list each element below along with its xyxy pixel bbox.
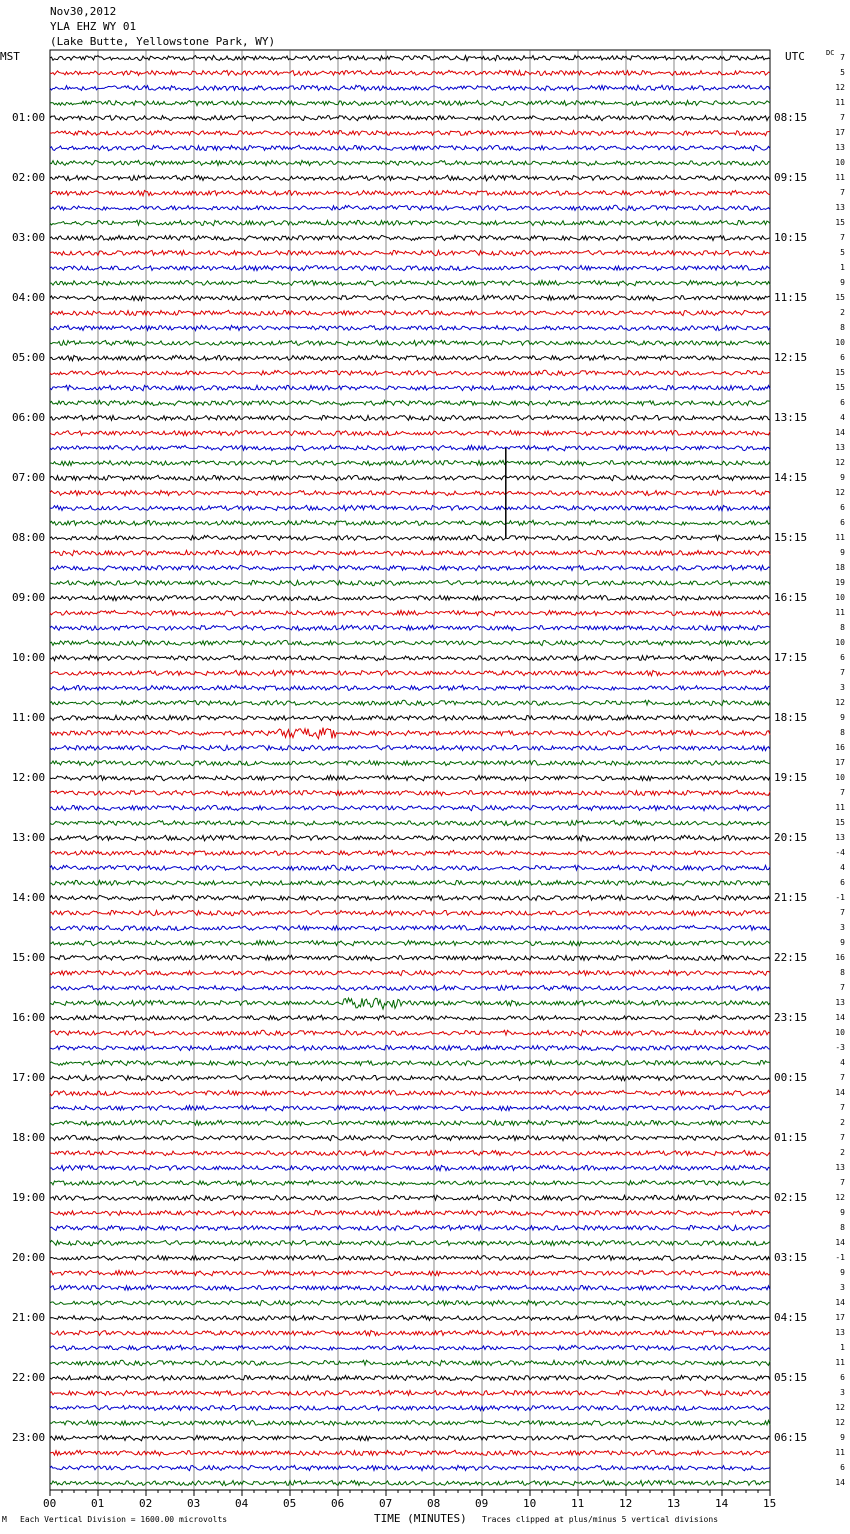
dc-offset-label: 13 bbox=[835, 1328, 845, 1337]
seismic-trace bbox=[50, 205, 770, 210]
left-hour-label: 18:00 bbox=[12, 1131, 46, 1144]
seismic-trace bbox=[50, 1150, 770, 1155]
seismic-trace bbox=[50, 610, 770, 615]
clip-note: Traces clipped at plus/minus 5 vertical divisions bbox=[482, 1515, 719, 1524]
left-hour-label: 15:00 bbox=[12, 951, 46, 964]
dc-offset-label: 4 bbox=[840, 863, 845, 872]
seismic-trace bbox=[50, 101, 770, 106]
seismic-trace bbox=[50, 880, 770, 885]
seismic-trace bbox=[50, 115, 770, 120]
dc-offset-label: 16 bbox=[835, 953, 845, 962]
seismic-trace bbox=[50, 145, 770, 150]
seismic-trace bbox=[50, 715, 770, 720]
seismic-trace bbox=[50, 1300, 770, 1305]
dc-offset-label: 19 bbox=[835, 578, 845, 587]
seismic-trace bbox=[50, 340, 770, 345]
seismic-trace bbox=[50, 925, 770, 930]
seismic-trace bbox=[50, 1210, 770, 1215]
station-location: (Lake Butte, Yellowstone Park, WY) bbox=[50, 35, 276, 48]
dc-offset-label: 10 bbox=[835, 638, 845, 647]
dc-offset-label: 9 bbox=[840, 278, 845, 287]
seismic-trace bbox=[50, 415, 770, 420]
dc-offset-label: 6 bbox=[840, 1373, 845, 1382]
seismic-trace bbox=[50, 728, 770, 739]
dc-offset-label: 10 bbox=[835, 773, 845, 782]
dc-offset-label: 8 bbox=[840, 323, 845, 332]
dc-offset-label: -4 bbox=[835, 848, 845, 857]
seismic-trace bbox=[50, 596, 770, 601]
dc-offset-label: 7 bbox=[840, 113, 845, 122]
dc-offset-label: 7 bbox=[840, 1103, 845, 1112]
right-hour-label: 18:15 bbox=[774, 711, 808, 724]
dc-offset-label: 11 bbox=[835, 98, 845, 107]
left-hour-label: 08:00 bbox=[12, 531, 46, 544]
dc-offset-label: 7 bbox=[840, 1133, 845, 1142]
right-timezone-label: UTC bbox=[785, 50, 805, 63]
right-hour-label: 23:15 bbox=[774, 1011, 808, 1024]
seismic-trace bbox=[50, 1450, 770, 1455]
seismic-trace bbox=[50, 1270, 770, 1275]
dc-offset-label: 9 bbox=[840, 548, 845, 557]
left-hour-label: 22:00 bbox=[12, 1371, 46, 1384]
dc-offset-label: 17 bbox=[835, 128, 845, 137]
dc-offset-label: 8 bbox=[840, 1223, 845, 1232]
x-tick-label: 14 bbox=[715, 1497, 729, 1510]
dc-offset-label: 9 bbox=[840, 473, 845, 482]
dc-offset-label: 10 bbox=[835, 158, 845, 167]
seismic-trace bbox=[50, 460, 770, 465]
seismic-trace bbox=[50, 535, 770, 540]
seismic-trace bbox=[50, 655, 770, 660]
dc-offset-label: 6 bbox=[840, 518, 845, 527]
dc-offset-label: 12 bbox=[835, 458, 845, 467]
dc-offset-label: 12 bbox=[835, 1403, 845, 1412]
x-tick-label: 08 bbox=[427, 1497, 441, 1510]
x-tick-label: 13 bbox=[667, 1497, 681, 1510]
seismic-trace bbox=[50, 1375, 770, 1380]
seismic-trace bbox=[50, 1406, 770, 1411]
dc-offset-label: 5 bbox=[840, 248, 845, 257]
right-hour-label: 21:15 bbox=[774, 891, 808, 904]
seismic-trace bbox=[50, 1330, 770, 1335]
dc-offset-label: 9 bbox=[840, 1208, 845, 1217]
seismic-trace bbox=[50, 355, 770, 360]
seismic-trace bbox=[50, 986, 770, 991]
left-hour-label: 19:00 bbox=[12, 1191, 46, 1204]
dc-offset-label: 15 bbox=[835, 218, 845, 227]
left-hour-label: 09:00 bbox=[12, 591, 46, 604]
dc-offset-label: 3 bbox=[840, 1388, 845, 1397]
dc-offset-label: 12 bbox=[835, 1193, 845, 1202]
x-tick-label: 02 bbox=[139, 1497, 153, 1510]
left-timezone-label: MST bbox=[0, 50, 20, 63]
station-code: YLA EHZ WY 01 bbox=[50, 20, 137, 33]
right-hour-label: 13:15 bbox=[774, 411, 808, 424]
dc-offset-label: 9 bbox=[840, 1268, 845, 1277]
seismic-trace bbox=[50, 1180, 770, 1185]
dc-offset-label: 13 bbox=[835, 1163, 845, 1172]
seismic-trace bbox=[50, 640, 770, 645]
seismic-trace bbox=[50, 865, 770, 871]
x-tick-label: 06 bbox=[331, 1497, 345, 1510]
dc-offset-label: 14 bbox=[835, 428, 845, 437]
dc-offset-label: 11 bbox=[835, 608, 845, 617]
seismic-trace bbox=[50, 190, 770, 195]
dc-offset-label: 11 bbox=[835, 803, 845, 812]
seismic-trace bbox=[50, 295, 770, 300]
dc-offset-label: 15 bbox=[835, 368, 845, 377]
left-hour-label: 21:00 bbox=[12, 1311, 46, 1324]
seismic-trace bbox=[50, 370, 770, 375]
seismic-trace bbox=[50, 1060, 770, 1065]
dc-offset-label: 13 bbox=[835, 203, 845, 212]
dc-offset-label: 14 bbox=[835, 1478, 845, 1487]
dc-offset-label: 4 bbox=[840, 1058, 845, 1067]
seismic-trace bbox=[50, 475, 770, 480]
seismic-trace bbox=[50, 1240, 770, 1245]
right-hour-label: 06:15 bbox=[774, 1431, 808, 1444]
dc-offset-label: 4 bbox=[840, 413, 845, 422]
seismic-trace bbox=[50, 431, 770, 436]
seismic-trace bbox=[50, 1075, 770, 1080]
dc-offset-label: 9 bbox=[840, 938, 845, 947]
dc-offset-label: 7 bbox=[840, 908, 845, 917]
seismic-trace bbox=[50, 1465, 770, 1470]
dc-offset-label: 7 bbox=[840, 233, 845, 242]
seismic-trace bbox=[50, 760, 770, 765]
dc-offset-label: 18 bbox=[835, 563, 845, 572]
seismic-trace bbox=[50, 1435, 770, 1441]
dc-offset-label: 17 bbox=[835, 758, 845, 767]
seismic-trace bbox=[50, 280, 770, 285]
seismic-trace bbox=[50, 325, 770, 330]
right-hour-label: 20:15 bbox=[774, 831, 808, 844]
seismic-trace bbox=[50, 565, 770, 570]
seismic-trace bbox=[50, 490, 770, 495]
seismic-trace bbox=[50, 250, 770, 255]
dc-offset-label: -1 bbox=[835, 893, 845, 902]
dc-offset-label: 7 bbox=[840, 1178, 845, 1187]
dc-offset-label: 2 bbox=[840, 1118, 845, 1127]
seismic-trace bbox=[50, 1255, 770, 1260]
right-hour-label: 04:15 bbox=[774, 1311, 808, 1324]
seismic-trace bbox=[50, 235, 770, 240]
seismic-trace bbox=[50, 310, 770, 315]
seismic-trace bbox=[50, 1315, 770, 1320]
dc-offset-label: 2 bbox=[840, 1148, 845, 1157]
seismic-trace bbox=[50, 970, 770, 975]
seismic-trace bbox=[50, 821, 770, 826]
seismic-trace bbox=[50, 850, 770, 855]
dc-offset-label: 6 bbox=[840, 398, 845, 407]
seismic-trace bbox=[50, 1120, 770, 1125]
seismic-trace bbox=[50, 775, 770, 780]
left-hour-label: 12:00 bbox=[12, 771, 46, 784]
dc-offset-label: 11 bbox=[835, 1358, 845, 1367]
seismic-trace bbox=[50, 550, 770, 555]
x-tick-label: 01 bbox=[91, 1497, 105, 1510]
seismic-trace bbox=[50, 400, 770, 405]
right-hour-label: 10:15 bbox=[774, 231, 808, 244]
dc-offset-label: 12 bbox=[835, 83, 845, 92]
right-hour-label: 08:15 bbox=[774, 111, 808, 124]
dc-offset-label: 7 bbox=[840, 788, 845, 797]
right-hour-label: 16:15 bbox=[774, 591, 808, 604]
right-hour-label: 22:15 bbox=[774, 951, 808, 964]
seismic-trace bbox=[50, 910, 770, 915]
seismic-trace bbox=[50, 1090, 770, 1095]
seismic-trace bbox=[50, 685, 770, 690]
x-tick-label: 09 bbox=[475, 1497, 489, 1510]
seismic-trace bbox=[50, 70, 770, 75]
left-hour-label: 17:00 bbox=[12, 1071, 46, 1084]
dc-offset-label: 13 bbox=[835, 443, 845, 452]
left-hour-label: 23:00 bbox=[12, 1431, 46, 1444]
left-hour-label: 04:00 bbox=[12, 291, 46, 304]
right-hour-label: 02:15 bbox=[774, 1191, 808, 1204]
dc-offset-label: 14 bbox=[835, 1013, 845, 1022]
seismic-trace bbox=[50, 625, 770, 630]
dc-offset-label: 6 bbox=[840, 353, 845, 362]
dc-offset-label: 3 bbox=[840, 683, 845, 692]
seismic-trace bbox=[50, 998, 770, 1009]
seismic-trace bbox=[50, 895, 770, 900]
dc-offset-label: 7 bbox=[840, 53, 845, 62]
seismic-trace bbox=[50, 835, 770, 841]
dc-offset-label: 13 bbox=[835, 833, 845, 842]
seismic-trace bbox=[50, 745, 770, 750]
right-hour-label: 14:15 bbox=[774, 471, 808, 484]
seismic-trace bbox=[50, 1165, 770, 1171]
dc-offset-label: 1 bbox=[840, 263, 845, 272]
dc-offset-label: 11 bbox=[835, 533, 845, 542]
seismic-trace bbox=[50, 266, 770, 271]
dc-offset-label: 5 bbox=[840, 68, 845, 77]
left-hour-label: 13:00 bbox=[12, 831, 46, 844]
dc-offset-label: 12 bbox=[835, 1418, 845, 1427]
dc-offset-label: 10 bbox=[835, 593, 845, 602]
left-hour-label: 16:00 bbox=[12, 1011, 46, 1024]
right-hour-label: 11:15 bbox=[774, 291, 808, 304]
dc-offset-label: 17 bbox=[835, 1313, 845, 1322]
seismic-trace bbox=[50, 385, 770, 390]
seismic-trace bbox=[50, 1480, 770, 1485]
dc-offset-label: 10 bbox=[835, 1028, 845, 1037]
x-tick-label: 12 bbox=[619, 1497, 633, 1510]
seismic-trace bbox=[50, 1420, 770, 1425]
seismic-trace bbox=[50, 1225, 770, 1230]
dc-offset-label: 16 bbox=[835, 743, 845, 752]
seismic-trace bbox=[50, 160, 770, 165]
dc-offset-label: 15 bbox=[835, 383, 845, 392]
dc-offset-label: 3 bbox=[840, 1283, 845, 1292]
left-hour-label: 02:00 bbox=[12, 171, 46, 184]
dc-offset-label: 2 bbox=[840, 308, 845, 317]
right-hour-label: 19:15 bbox=[774, 771, 808, 784]
seismic-trace bbox=[50, 805, 770, 810]
x-axis-title: TIME (MINUTES) bbox=[374, 1512, 467, 1525]
left-hour-label: 01:00 bbox=[12, 111, 46, 124]
dc-offset-label: -3 bbox=[835, 1043, 845, 1052]
left-hour-label: 03:00 bbox=[12, 231, 46, 244]
dc-offset-label: 9 bbox=[840, 713, 845, 722]
seismic-trace bbox=[50, 670, 770, 676]
seismic-trace bbox=[50, 175, 770, 180]
left-hour-label: 07:00 bbox=[12, 471, 46, 484]
seismic-trace bbox=[50, 85, 770, 91]
x-tick-label: 05 bbox=[283, 1497, 297, 1510]
dc-offset-label: 9 bbox=[840, 1433, 845, 1442]
seismic-trace bbox=[50, 1135, 770, 1140]
dc-offset-label: 6 bbox=[840, 653, 845, 662]
footer-mark: M bbox=[2, 1515, 7, 1524]
dc-offset-label: 14 bbox=[835, 1088, 845, 1097]
left-hour-label: 11:00 bbox=[12, 711, 46, 724]
seismic-trace bbox=[50, 1360, 770, 1366]
seismic-trace bbox=[50, 1345, 770, 1350]
right-hour-label: 17:15 bbox=[774, 651, 808, 664]
seismic-trace bbox=[50, 1195, 770, 1201]
x-tick-label: 15 bbox=[763, 1497, 777, 1510]
x-tick-label: 10 bbox=[523, 1497, 537, 1510]
seismic-trace bbox=[50, 445, 770, 450]
seismic-trace bbox=[50, 790, 770, 795]
seismic-trace bbox=[50, 940, 770, 945]
record-date: Nov30,2012 bbox=[50, 5, 117, 18]
dc-offset-label: 8 bbox=[840, 623, 845, 632]
seismic-trace bbox=[50, 520, 770, 525]
right-hour-label: 12:15 bbox=[774, 351, 808, 364]
left-hour-label: 06:00 bbox=[12, 411, 46, 424]
x-tick-label: 04 bbox=[235, 1497, 249, 1510]
right-hour-label: 00:15 bbox=[774, 1071, 808, 1084]
x-tick-label: 03 bbox=[187, 1497, 201, 1510]
dc-offset-label: 11 bbox=[835, 1448, 845, 1457]
dc-offset-label: 13 bbox=[835, 998, 845, 1007]
right-hour-label: 15:15 bbox=[774, 531, 808, 544]
dc-offset-label: -1 bbox=[835, 1253, 845, 1262]
dc-offset-label: 15 bbox=[835, 818, 845, 827]
right-hour-label: 05:15 bbox=[774, 1371, 808, 1384]
dc-offset-label: 8 bbox=[840, 968, 845, 977]
left-hour-label: 20:00 bbox=[12, 1251, 46, 1264]
dc-offset-label: 6 bbox=[840, 503, 845, 512]
x-tick-label: 00 bbox=[43, 1497, 57, 1510]
seismic-trace bbox=[50, 700, 770, 706]
dc-offset-label: 7 bbox=[840, 668, 845, 677]
dc-offset-label: 8 bbox=[840, 728, 845, 737]
seismic-trace bbox=[50, 1285, 770, 1290]
left-hour-label: 10:00 bbox=[12, 651, 46, 664]
dc-offset-label: 6 bbox=[840, 878, 845, 887]
right-hour-label: 03:15 bbox=[774, 1251, 808, 1264]
dc-offset-label: 3 bbox=[840, 923, 845, 932]
dc-offset-label: 14 bbox=[835, 1298, 845, 1307]
dc-offset-label: 12 bbox=[835, 488, 845, 497]
dc-offset-label: 7 bbox=[840, 1073, 845, 1082]
right-hour-label: 09:15 bbox=[774, 171, 808, 184]
dc-offset-label: 13 bbox=[835, 143, 845, 152]
seismic-trace bbox=[50, 505, 770, 510]
dc-offset-label: 12 bbox=[835, 698, 845, 707]
x-tick-label: 11 bbox=[571, 1497, 585, 1510]
dc-offset-label: 7 bbox=[840, 188, 845, 197]
left-hour-label: 05:00 bbox=[12, 351, 46, 364]
seismic-trace bbox=[50, 220, 770, 225]
right-hour-label: 01:15 bbox=[774, 1131, 808, 1144]
left-hour-label: 14:00 bbox=[12, 891, 46, 904]
x-tick-label: 07 bbox=[379, 1497, 393, 1510]
dc-offset-label: 14 bbox=[835, 1238, 845, 1247]
dc-offset-label: 11 bbox=[835, 173, 845, 182]
seismic-trace bbox=[50, 580, 770, 585]
dc-offset-label: 6 bbox=[840, 1463, 845, 1472]
dc-offset-label: 15 bbox=[835, 293, 845, 302]
dc-offset-label: 10 bbox=[835, 338, 845, 347]
seismic-trace bbox=[50, 131, 770, 136]
dc-offset-label: 7 bbox=[840, 983, 845, 992]
seismic-trace bbox=[50, 1015, 770, 1020]
seismic-trace bbox=[50, 1105, 770, 1110]
seismic-trace bbox=[50, 1390, 770, 1395]
seismic-trace bbox=[50, 1045, 770, 1050]
seismic-trace bbox=[50, 55, 770, 60]
scale-note: Each Vertical Division = 1600.00 microvolts bbox=[20, 1515, 228, 1524]
dc-offset-label: 1 bbox=[840, 1343, 845, 1352]
seismic-trace bbox=[50, 1030, 770, 1036]
dc-header-label: DC bbox=[826, 49, 835, 57]
seismic-trace bbox=[50, 955, 770, 960]
